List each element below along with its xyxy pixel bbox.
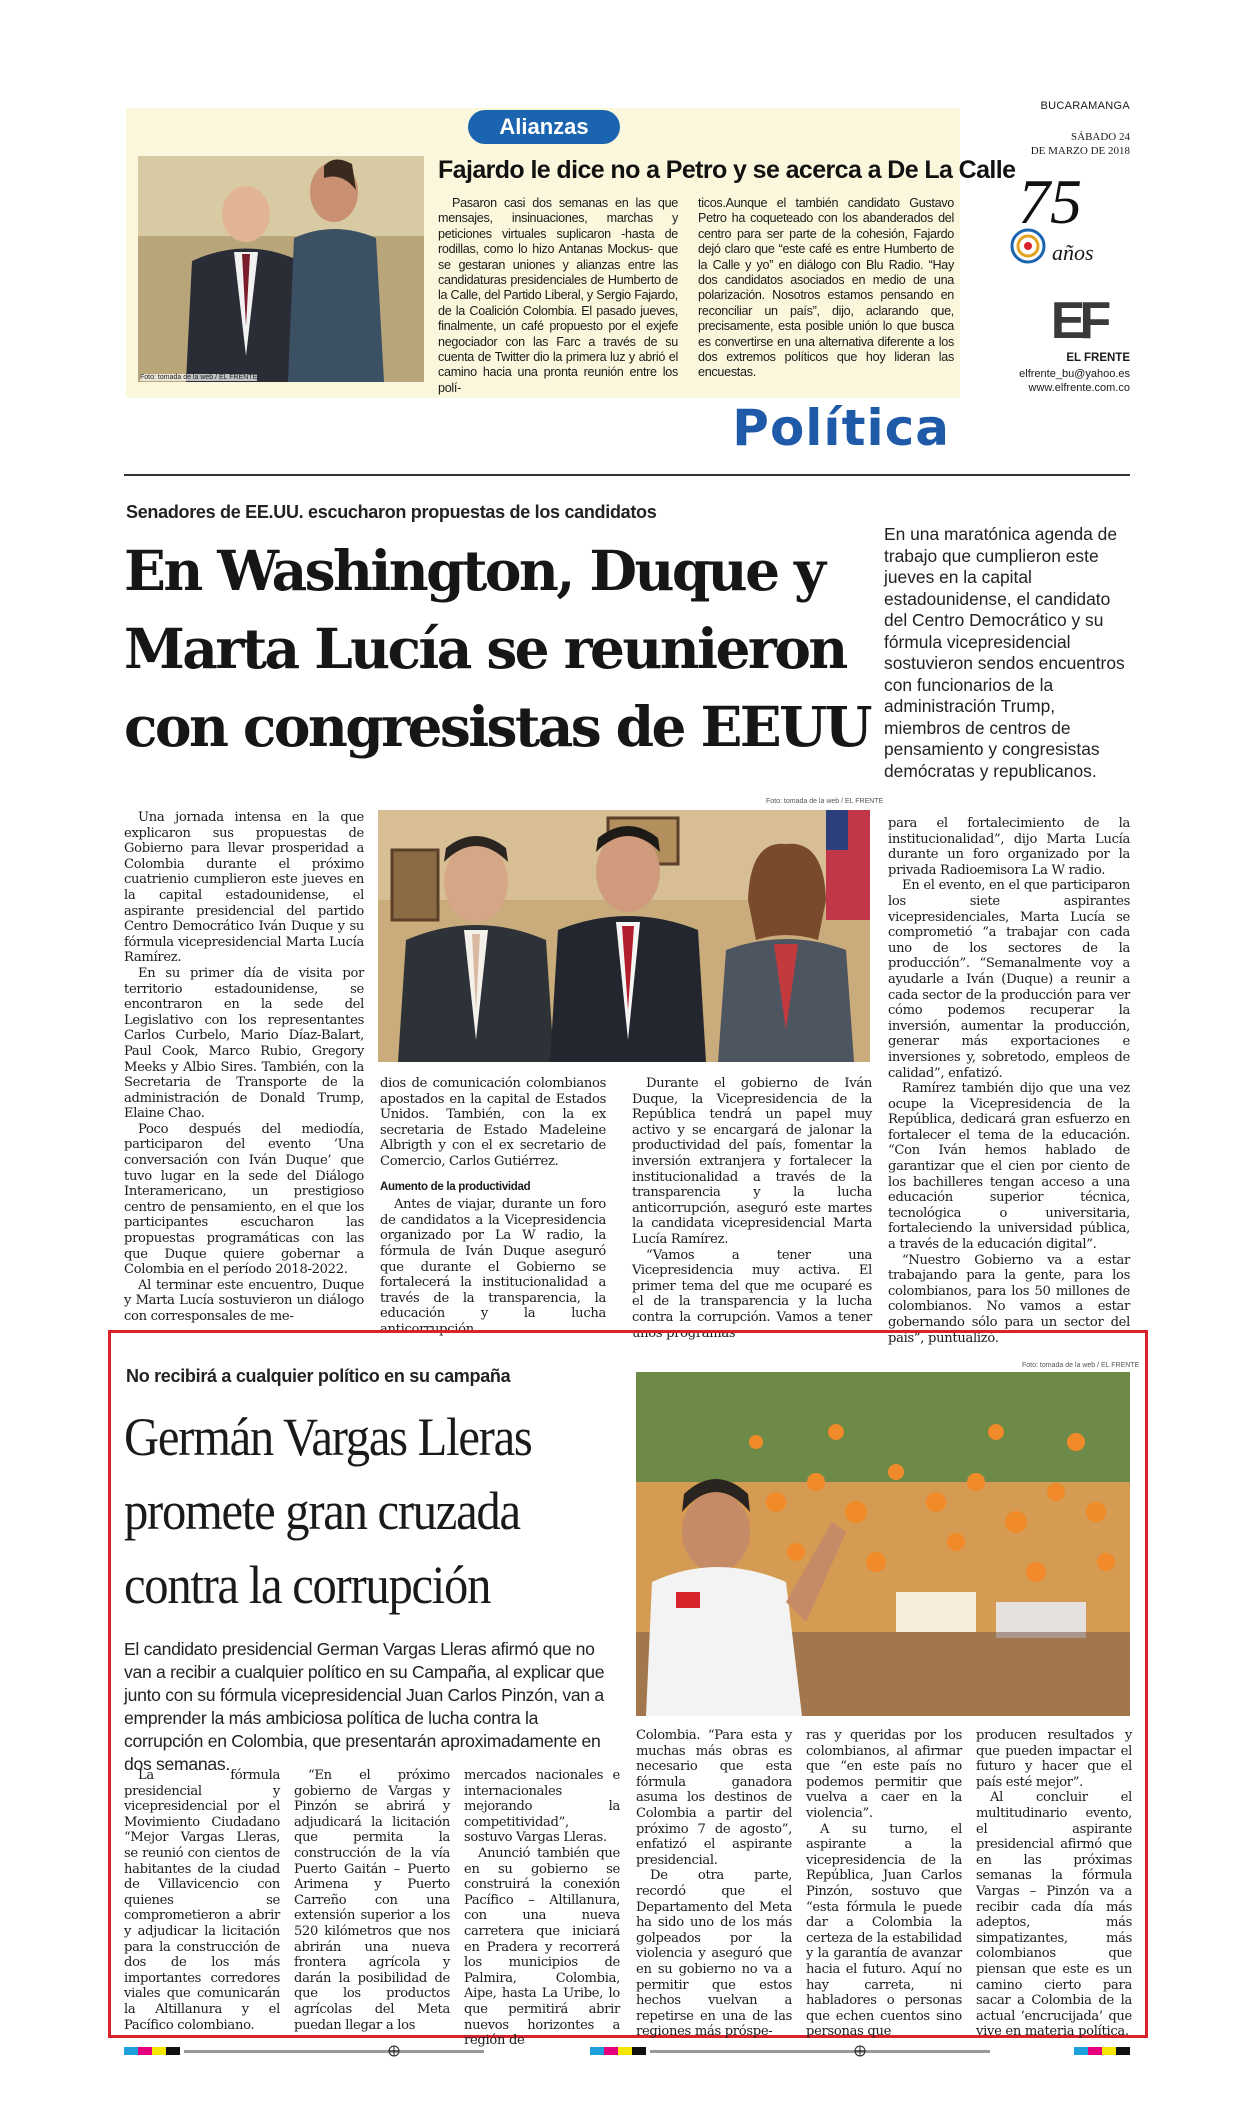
paragraph: ras y queridas por los colombianos, al afirmar que “en este país no podemos permitir que vuelva a caer en la violencia”. [806, 1728, 962, 1821]
vargas-col5 [806, 1728, 962, 2040]
paragraph: “En el próximo gobierno de Vargas y Pinzón se abrirá y adjudicará la licitación que permita la construcción de la vía Puerto Gaitán – Puerto Arimena y Puerto Carreño con una extensión superior a los 520 kilómetros que nos abrirán una nueva frontera agrícola y darán la posibilidad de que los productos agrícolas del Meta puedan llegar a los [294, 1768, 450, 2033]
headline-line-2: Marta Lucía se reunieron [124, 616, 846, 681]
washington-photo-credit: Foto: tomada de la web / EL FRENTE [766, 798, 884, 805]
paragraph: Al concluir el multitudinario evento, el aspirante presidencial afirmó que en las próximas semanas la fórmula Vargas – Pinzón va a recibir cada día más adeptos, más simpatizantes, más colombianos que piensan que este es un camino cierto para sacar a Colombia de la actual ‘encrucijada’ que vive en materia política. [976, 1790, 1132, 2040]
anniversary-number: 75 [1018, 166, 1082, 237]
print-color-bar [124, 2044, 1132, 2056]
alianzas-col1: Pasaron casi dos semanas en las que mensajes, insinuaciones, marchas y peticiones virtuales suplicaron -hasta de rodillas, como lo hizo Antanas Mockus- que se gestaran uniones y alianzas entre las candidaturas presidenciales de Humberto de la Calle, del Partido Liberal, y Sergio Fajardo, de la Coalición Colombia. El pasado jueves, finalmente, un café propuesto por el exjefe negociador con las Farc a través de su cuenta de Twitter dio la primera luz y abrió el camino hacia una pronta reunión entre los polí- [438, 196, 678, 395]
paragraph: Durante el gobierno de Iván Duque, la Vicepresidencia de la República tendrá un papel muy activo y se encargará de jalonar la productividad del país, fomentar la inversión extranjera y fortalecer la institucionalidad a través de la transparencia y la lucha anticorrupción, aseguró este martes la candidata vicepresidencial Marta Lucía Ramírez. [632, 1076, 872, 1247]
alianzas-photo [138, 156, 424, 382]
paragraph: mercados nacionales e internacionales mejorando la competitividad”, sostuvo Vargas Lleras. [464, 1768, 620, 1846]
paragraph: “Nuestro Gobierno va a estar trabajando para la gente, para los colombianos, para los 50 millones de colombianos. No vamos a estar gobernando sólo para un sector del país”, puntualizó. [888, 1252, 1130, 1346]
paragraph: “Vamos a tener una Vicepresidencia muy activa. El primer tema del que me ocuparé es el de la transparencia y la lucha contra la corrupción. Vamos a tener unos programas [632, 1247, 872, 1341]
vargas-col6 [976, 1728, 1132, 2040]
contact-website[interactable]: www.elfrente.com.co [1028, 382, 1130, 394]
headline-line-1: En Washington, Duque y [124, 538, 824, 603]
paragraph: Antes de viajar, durante un foro de candidatos a la Vicepresidencia organizado por La W radio, la fórmula de Iván Duque aseguró que durante el Gobierno se fortalecerá la institucionalidad a través de la transparencia, la educación y la lucha anticorrupción. [380, 1197, 606, 1337]
anniversary-swirl-icon [1008, 226, 1048, 266]
headline-line-1: Germán Vargas Lleras [124, 1407, 532, 1467]
anniversary-logo [1008, 166, 1118, 280]
anniversary-word: años [1052, 240, 1094, 265]
headline-line-2: promete gran cruzada [124, 1481, 520, 1541]
paragraph: La fórmula presidencial y vicepresidencial por el Movimiento Ciudadano “Mejor Vargas Lleras, se reunió con cientos de habitantes de la ciudad de Villavicencio con quienes se comprometieron a abrir y adjudicar la licitación para la construcción de dos de los más importantes corredores viales que comunicarán la Altillanura y el Pacífico colombiano. [124, 1768, 280, 2033]
vargas-lead: El candidato presidencial German Vargas Lleras afirmó que no van a recibir a cualquier político en su Campaña, al explicar que junto con su fórmula vicepresidencial Juan Carlos Pinzón, van a emprender la más ambiciosa política de lucha contra la corrupción en Colombia, que presentarán aproximadamente en dos semanas. [124, 1639, 605, 1774]
masthead-date [990, 130, 1130, 158]
headline-line-3: con congresistas de EEUU [124, 694, 870, 759]
paragraph: Colombia. “Para esta y muchas más obras es necesario que esta fórmula ganadora asuma los destinos de Colombia a partir del próximo 7 de agosto”, enfatizó el aspirante presidencial. [636, 1728, 792, 1868]
paragraph: En el evento, en el que participaron los siete aspirantes vicepresidenciales, Marta Lucía se comprometió “a trabajar con cada uno de los sectores de la producción”. “Semanalmente voy a ayudarle a Iván (Duque) a reunir a cada sector de la producción para ver cómo podemos recuperar la inversión, aumentar la producción, generar más exportaciones e inversiones y, sobretodo, empleos de calidad”, enfatizó. [888, 878, 1130, 1081]
paragraph: dios de comunicación colombianos apostados en la capital de Estados Unidos. También, con la ex secretaria de Estado Madeleine Albrigth y con el ex secretario de Comercio, Carlos Gutiérrez. [380, 1076, 606, 1169]
alianzas-badge: Alianzas [468, 110, 620, 144]
washington-kicker: Senadores de EE.UU. escucharon propuestas de los candidatos [126, 502, 657, 522]
date-line-2: DE MARZO DE 2018 [1030, 145, 1130, 157]
washington-col1 [124, 810, 364, 1324]
alianzas-col2: ticos.Aunque el también candidato Gustavo Petro ha coqueteado con los abanderados del centro para ser parte de la cohesión, Fajardo dejó claro que “este café es entre Humberto de la Calle y yo” en diálogo con Blu Radio. “Hay dos candidatos asociados en medio de una polarización. Nosotros estamos pensando en reconciliar un país”, dijo, aclarando que, precisamente, esta posible unión lo que busca es convertirse en una alternativa diferente a los dos extremos políticos que hoy lideran las encuestas. [698, 196, 954, 380]
paragraph: Anunció también que en su gobierno se construirá la conexión Pacífico – Altillanura, con una nueva carretera que iniciará en Pradera y recorrerá los municipios de Palmira, Colombia, Aipe, hasta La Uribe, lo que permitirá abrir nuevos horizontes a región de [464, 1845, 620, 2049]
washington-col4 [888, 816, 1130, 1346]
headline-line-3: contra la corrupción [124, 1555, 491, 1615]
vargas-col2 [294, 1768, 450, 2033]
logo-name: EL FRENTE [1066, 352, 1130, 364]
vargas-photo-credit: Foto: tomada de la web / EL FRENTE [1022, 1362, 1140, 1369]
paragraph: De otra parte, recordó que el Departamento del Meta ha sido uno de los más golpeados por la violencia y aseguró que en su gobierno no va a permitir que estos hechos vuelvan a repetirse en una de las regiones más próspe- [636, 1868, 792, 2040]
washington-lead: En una maratónica agenda de trabajo que cumplieron este jueves en la capital estadounidense, el candidato del Centro Democrático y su fórmula vicepresidencial sostuvieron sendos encuentros con funcionarios de la administración Trump, miembros de centros de pensamiento y congresistas demócratas y republicanos. [884, 524, 1125, 781]
paragraph: producen resultados y que pueden impactar el futuro y hacer que el país esté mejor”. [976, 1728, 1132, 1790]
washington-photo [378, 810, 870, 1062]
washington-col2 [380, 1076, 606, 1337]
subhead: Aumento de la productividad [380, 1180, 531, 1193]
section-title: Política [732, 399, 950, 457]
masthead-city: BUCARAMANGA [1040, 100, 1130, 112]
alianzas-headline: Fajardo le dice no a Petro y se acerca a De La Calle [438, 156, 1016, 184]
paragraph: Una jornada intensa en la que explicaron sus propuestas de Gobierno para llevar prosperidad a Colombia durante el próximo cuatrienio cumplieron este jueves en la capital estadounidense, el aspirante presidencial del partido Centro Democrático Iván Duque y su fórmula vicepresidencial Marta Lucía Ramírez. [124, 810, 364, 966]
washington-col3 [632, 1076, 872, 1341]
date-line-1: SÁBADO 24 [1071, 131, 1130, 143]
paragraph: Poco después del mediodía, participaron del evento ‘Una conversación con Iván Duque’ que tuvo lugar en la sede del Diálogo Interamericano, un prestigioso centro de pensamiento, en el que los participantes escucharon las propuestas programáticas con las que Duque quiere gobernar a Colombia en el período 2018-2022. [124, 1121, 364, 1278]
el-frente-logo: EF [1050, 292, 1106, 350]
contact-email[interactable]: elfrente_bu@yahoo.es [1019, 368, 1130, 380]
paragraph: En su primer día de visita por territorio estadounidense, se encontraron en la sede del Legislativo con los representantes Carlos Curbelo, Mario Díaz-Balart, Paul Cook, Marco Rubio, Gregory Meeks y Albio Sires. También, con la Secretaria de Transporte de la administración de Donald Trump, Elaine Chao. [124, 965, 364, 1122]
vargas-kicker: No recibirá a cualquier político en su campaña [126, 1366, 511, 1386]
vargas-headline [124, 1400, 592, 1622]
section-rule [124, 474, 1130, 476]
paragraph: para el fortalecimiento de la institucionalidad”, dijo Marta Lucía durante un foro organizado por la privada Radioemisora La W radio. [888, 816, 1130, 878]
washington-headline [124, 532, 884, 766]
paragraph: Al terminar este encuentro, Duque y Marta Lucía sostuvieron un diálogo con corresponsales de me- [124, 1277, 364, 1324]
vargas-col3 [464, 1768, 620, 2049]
vargas-col1 [124, 1768, 280, 2033]
paragraph: Ramírez también dijo que una vez ocupe la Vicepresidencia de la República, dedicará gran esfuerzo en fortalecer el tema de la educación. “Con Iván hemos hablado de garantizar que el cien por ciento de los bachilleres tengan acceso a una educación superior técnica, tecnológica o universitaria, fortaleciendo la universidad pública, a través de la educación digital”. [888, 1081, 1130, 1253]
vargas-photo [636, 1372, 1130, 1716]
photo-credit: Foto: tomada de la web / EL FRENTE [140, 374, 258, 381]
paragraph: A su turno, el aspirante a la vicepresidencia de la República, Juan Carlos Pinzón, sostuvo que “esta fórmula le puede dar a Colombia la certeza de la estabilidad y la garantía de avanzar hacia el futuro. Aquí no hay carreta, ni habladores o personas que echen cuentos sino personas que [806, 1821, 962, 2040]
vargas-col4 [636, 1728, 792, 2040]
